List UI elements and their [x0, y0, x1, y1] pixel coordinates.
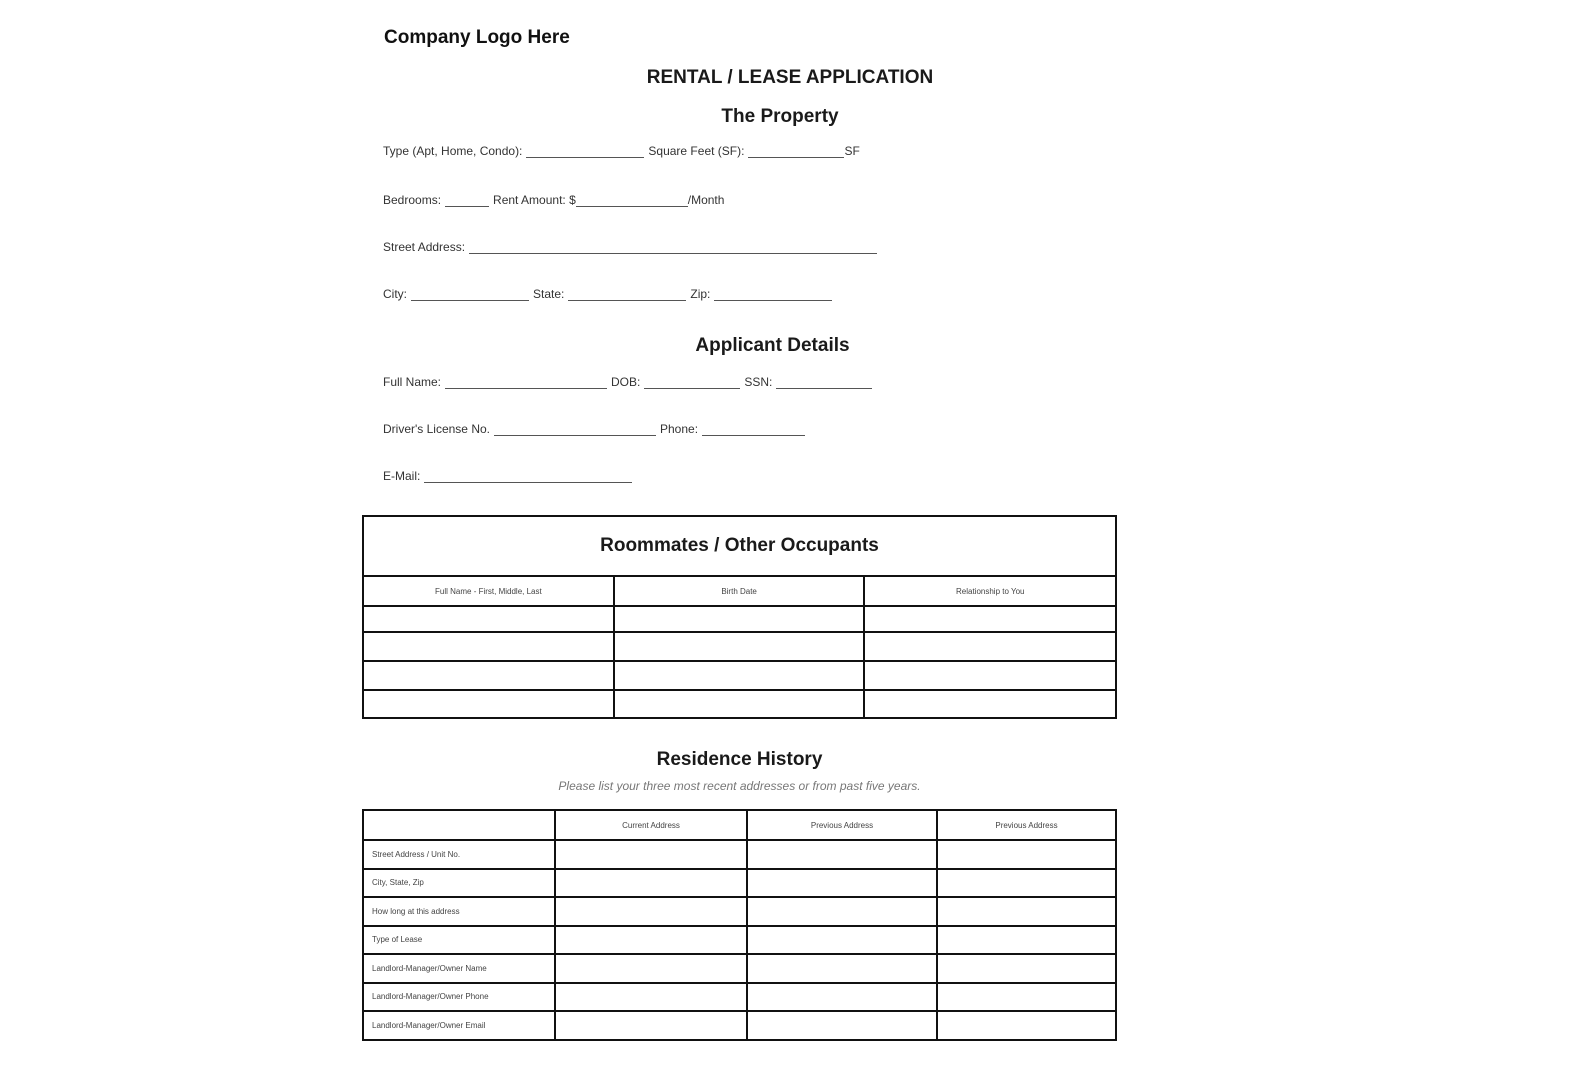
table-cell[interactable] — [747, 983, 937, 1012]
table-cell[interactable] — [747, 926, 937, 955]
table-cell[interactable] — [555, 926, 747, 955]
property-type-row — [383, 144, 860, 158]
ssn-field[interactable] — [776, 376, 872, 389]
street-label: Street Address: — [383, 240, 466, 254]
name-field[interactable] — [445, 376, 607, 389]
table-row — [363, 954, 1116, 983]
table-cell[interactable] — [937, 926, 1116, 955]
table-cell[interactable] — [555, 1011, 747, 1040]
license-label: Driver's License No. — [383, 422, 490, 436]
roommates-header-row — [363, 576, 1116, 606]
table-cell[interactable] — [937, 897, 1116, 926]
name-row — [383, 375, 876, 389]
table-cell[interactable] — [614, 606, 865, 632]
table-row — [363, 897, 1116, 926]
applicant-heading: Applicant Details — [695, 335, 850, 356]
email-row — [383, 469, 636, 483]
bedrooms-row — [383, 193, 724, 207]
table-cell[interactable] — [864, 661, 1116, 690]
rent-unit: /Month — [687, 193, 725, 207]
table-row — [363, 632, 1116, 661]
table-cell[interactable] — [555, 983, 747, 1012]
table-cell[interactable] — [555, 897, 747, 926]
phone-field[interactable] — [702, 423, 805, 436]
table-row — [363, 690, 1116, 718]
zip-field[interactable] — [714, 288, 832, 301]
table-cell[interactable] — [937, 1011, 1116, 1040]
table-cell[interactable] — [747, 840, 937, 869]
email-field[interactable] — [424, 470, 632, 483]
dob-label: DOB: — [611, 375, 641, 389]
table-row — [363, 840, 1116, 869]
row-label: City, State, Zip — [363, 869, 555, 898]
bedrooms-label: Bedrooms: — [383, 193, 442, 207]
property-heading: The Property — [721, 106, 839, 127]
city-label: City: — [383, 287, 407, 301]
row-label: Type of Lease — [363, 926, 555, 955]
table-row — [363, 869, 1116, 898]
residence-header-row — [363, 810, 1116, 840]
city-field[interactable] — [411, 288, 529, 301]
state-field[interactable] — [568, 288, 686, 301]
table-cell[interactable] — [555, 869, 747, 898]
company-logo-placeholder: Company Logo Here — [384, 27, 570, 48]
page-title: RENTAL / LEASE APPLICATION — [646, 67, 934, 88]
row-label: Landlord-Manager/Owner Phone — [363, 983, 555, 1012]
table-cell[interactable] — [937, 840, 1116, 869]
license-field[interactable] — [494, 423, 656, 436]
table-cell[interactable] — [363, 632, 614, 661]
table-cell[interactable] — [614, 661, 865, 690]
table-cell[interactable] — [937, 983, 1116, 1012]
table-cell[interactable] — [747, 897, 937, 926]
bedrooms-field[interactable] — [445, 194, 489, 207]
type-field[interactable] — [526, 145, 644, 158]
residence-subtitle: Please list your three most recent addresses or from past five years. — [558, 779, 921, 793]
city-row — [383, 287, 836, 301]
table-cell[interactable] — [555, 840, 747, 869]
column-header: Birth Date — [614, 576, 865, 606]
table-cell[interactable] — [614, 632, 865, 661]
rent-label: Rent Amount: $ — [493, 193, 576, 207]
row-label: Landlord-Manager/Owner Name — [363, 954, 555, 983]
table-cell[interactable] — [747, 954, 937, 983]
table-cell[interactable] — [747, 1011, 937, 1040]
sqft-label: Square Feet (SF): — [648, 144, 745, 158]
ssn-label: SSN: — [744, 375, 773, 389]
residence-table — [362, 809, 1117, 1041]
row-label: Landlord-Manager/Owner Email — [363, 1011, 555, 1040]
table-row — [363, 1011, 1116, 1040]
phone-label: Phone: — [660, 422, 699, 436]
roommates-heading: Roommates / Other Occupants — [363, 516, 1116, 576]
row-label: How long at this address — [363, 897, 555, 926]
table-cell[interactable] — [614, 690, 865, 718]
table-cell[interactable] — [864, 606, 1116, 632]
type-label: Type (Apt, Home, Condo): — [383, 144, 523, 158]
table-cell[interactable] — [363, 661, 614, 690]
column-header: Previous Address — [937, 810, 1116, 840]
column-header: Full Name - First, Middle, Last — [363, 576, 614, 606]
table-row — [363, 606, 1116, 632]
table-cell[interactable] — [937, 869, 1116, 898]
street-row — [383, 240, 881, 254]
roommates-table — [362, 515, 1117, 719]
table-cell[interactable] — [937, 954, 1116, 983]
table-row — [363, 926, 1116, 955]
table-cell[interactable] — [363, 690, 614, 718]
state-label: State: — [533, 287, 565, 301]
column-header: Current Address — [555, 810, 747, 840]
column-header — [363, 810, 555, 840]
table-cell[interactable] — [864, 690, 1116, 718]
column-header: Previous Address — [747, 810, 937, 840]
rent-field[interactable] — [576, 194, 688, 207]
zip-label: Zip: — [690, 287, 711, 301]
table-row — [363, 661, 1116, 690]
table-cell[interactable] — [363, 606, 614, 632]
dob-field[interactable] — [644, 376, 740, 389]
residence-heading: Residence History — [656, 749, 823, 770]
table-row — [363, 983, 1116, 1012]
email-label: E-Mail: — [383, 469, 421, 483]
table-cell[interactable] — [864, 632, 1116, 661]
column-header: Relationship to You — [864, 576, 1116, 606]
sqft-unit: SF — [844, 144, 860, 158]
license-row — [383, 422, 809, 436]
table-cell[interactable] — [747, 869, 937, 898]
sqft-field[interactable] — [748, 145, 844, 158]
name-label: Full Name: — [383, 375, 442, 389]
row-label: Street Address / Unit No. — [363, 840, 555, 869]
table-cell[interactable] — [555, 954, 747, 983]
street-field[interactable] — [469, 241, 877, 254]
